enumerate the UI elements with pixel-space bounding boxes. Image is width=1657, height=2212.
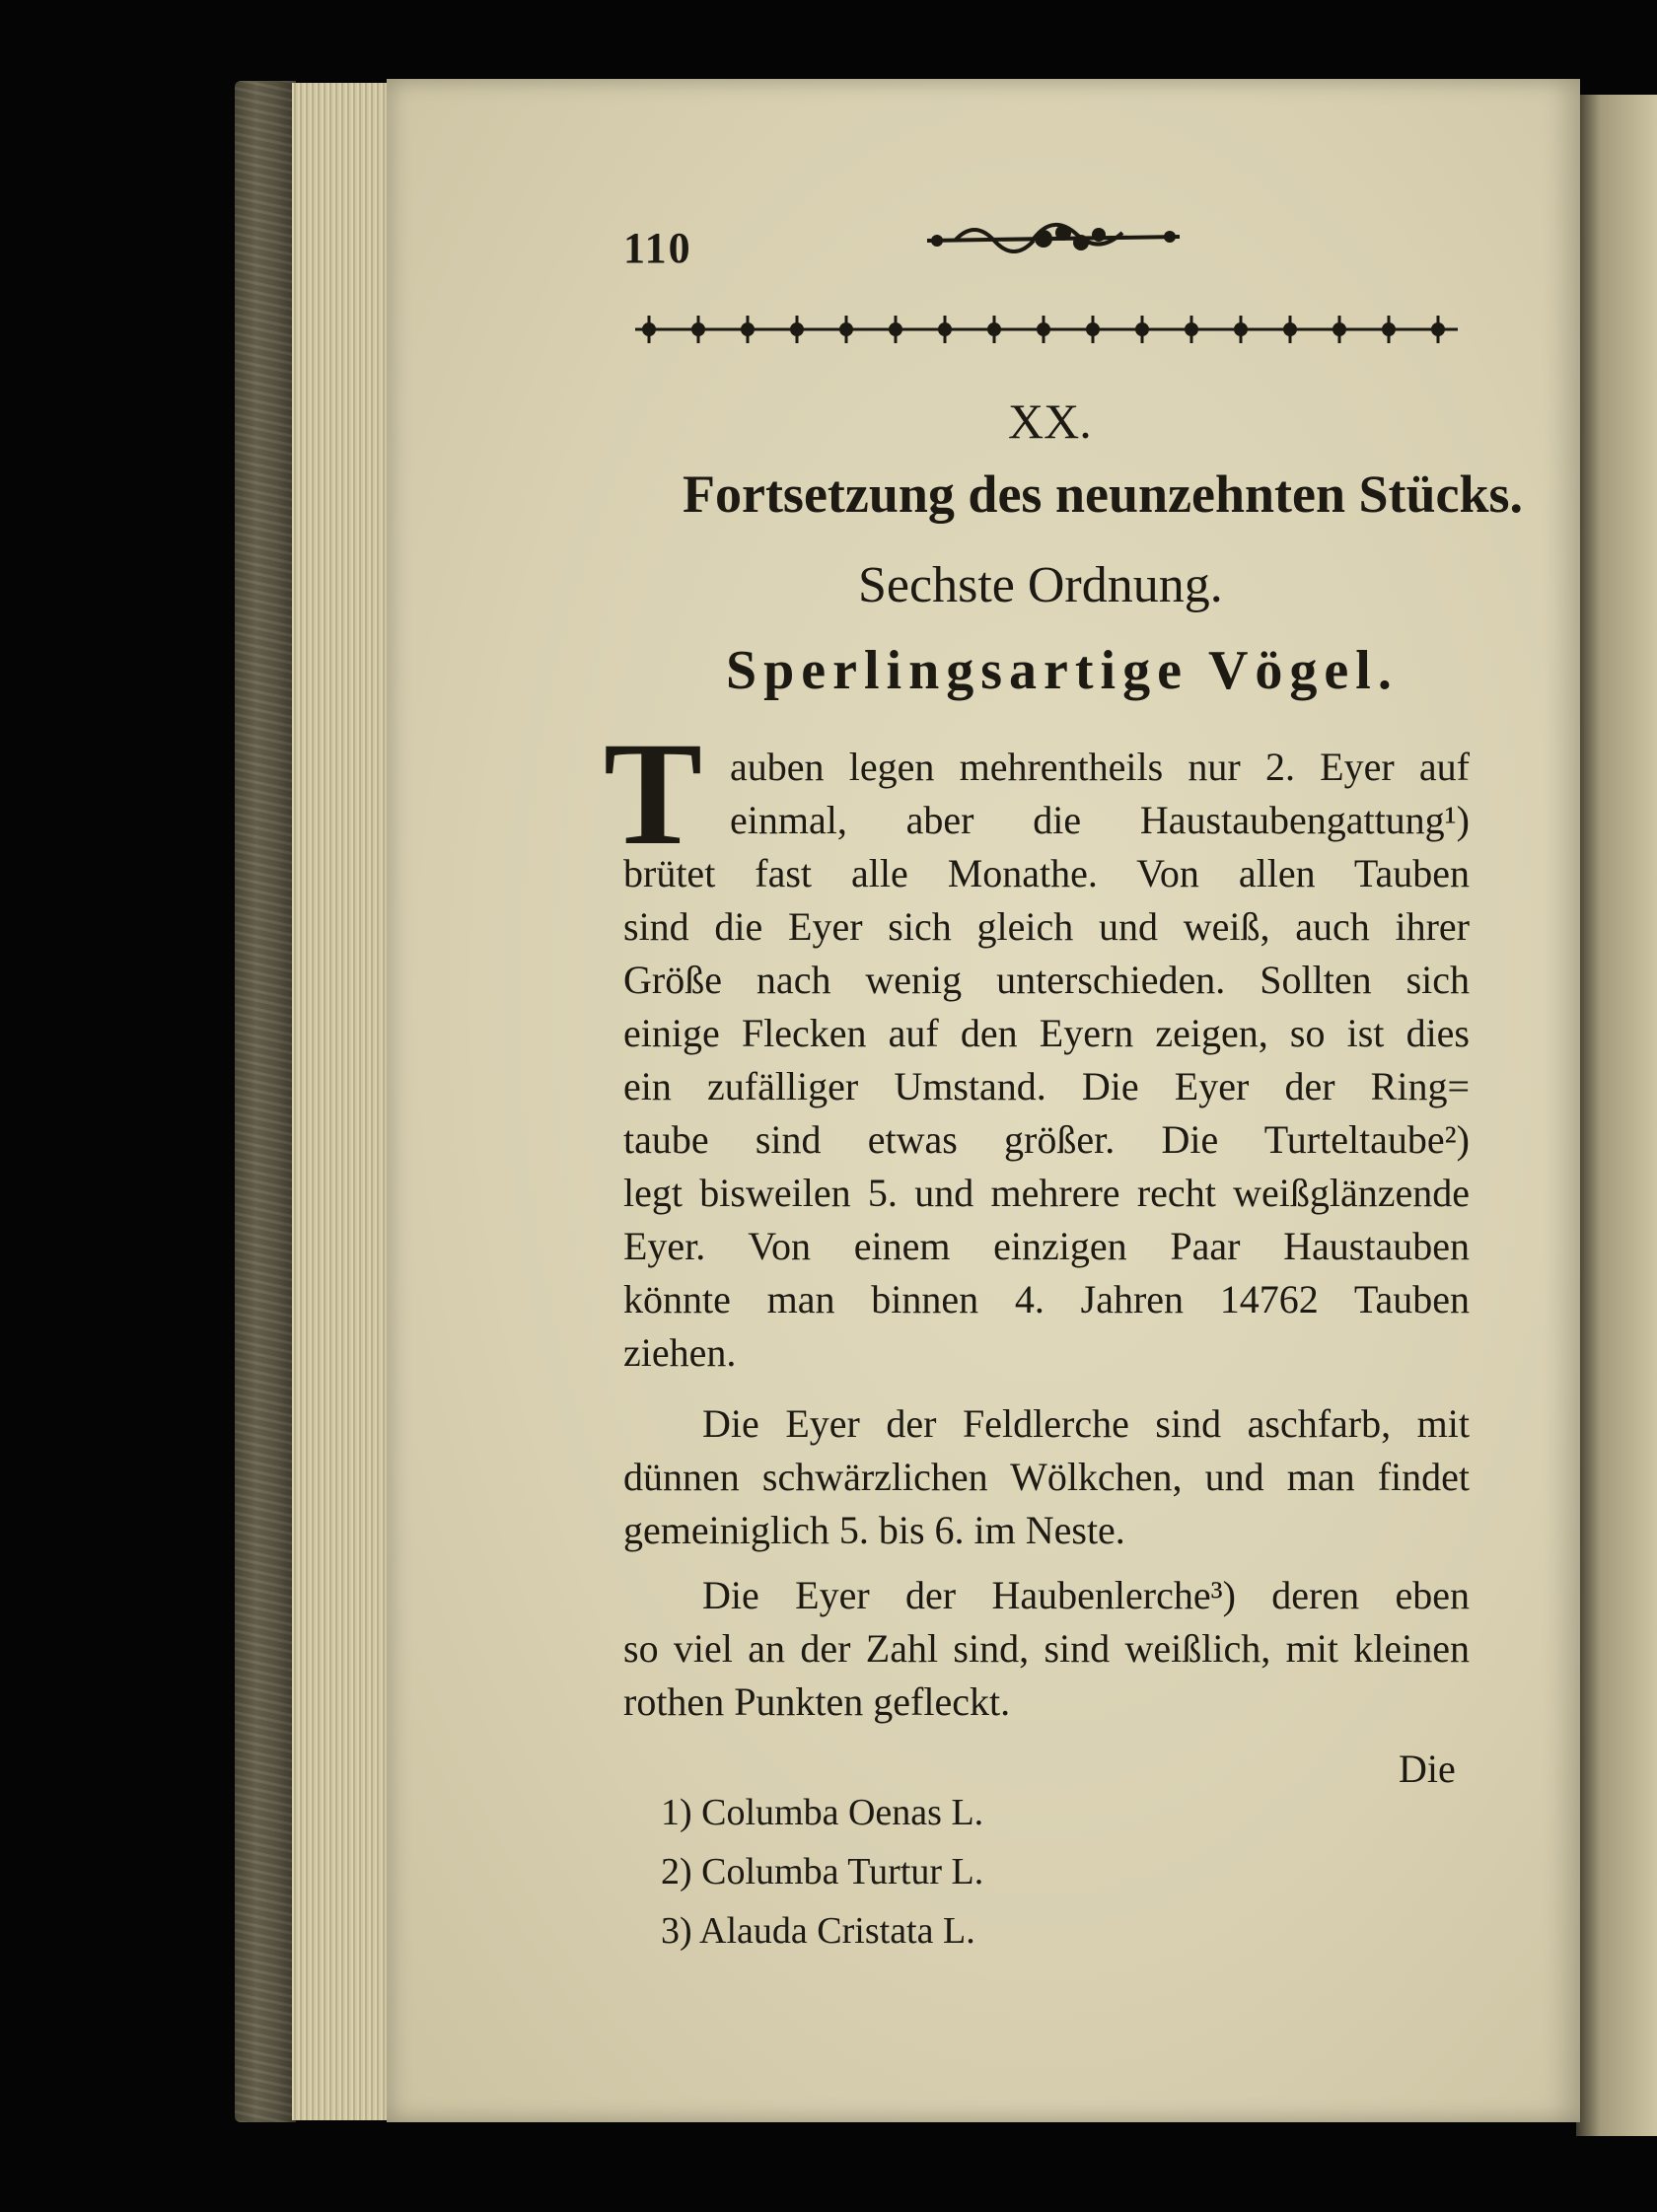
body-line: auben legen mehrentheils nur 2. Eyer auf: [730, 745, 1470, 789]
body-line: taube sind etwas größer. Die Turteltaube²): [623, 1117, 1470, 1162]
body-line: legt bisweilen 5. und mehrere recht weißglänzende: [623, 1171, 1470, 1215]
bird-group-heading: Sperlingsartige Vögel.: [726, 640, 1399, 701]
facing-page-edge: [1576, 95, 1657, 2136]
catchword: Die: [1399, 1747, 1456, 1791]
footnote: 3) Alauda Cristata L.: [661, 1910, 975, 1952]
body-line: Die Eyer der Feldlerche sind aschfarb, mit: [702, 1401, 1470, 1446]
body-line: so viel an der Zahl sind, sind weißlich, mit kleinen: [623, 1626, 1470, 1671]
body-line: Die Eyer der Haubenlerche³) deren eben: [702, 1573, 1470, 1617]
footnote: 2) Columba Turtur L.: [661, 1851, 984, 1892]
drop-cap: T: [604, 712, 703, 876]
header-ornament-icon: [915, 209, 1191, 273]
body-line: rothen Punkten gefleckt.: [623, 1679, 1011, 1724]
page-number: 110: [623, 224, 692, 272]
book-cover: [235, 81, 296, 2122]
decorative-rule-icon: [627, 308, 1466, 356]
body-line: dünnen schwärzlichen Wölkchen, und man findet: [623, 1455, 1470, 1499]
body-line: ziehen.: [623, 1330, 737, 1375]
footnote: 1) Columba Oenas L.: [661, 1792, 984, 1833]
chapter-number: XX.: [1008, 393, 1092, 449]
page-edges: [292, 83, 391, 2120]
body-line: Eyer. Von einem einzigen Paar Haustauben: [623, 1224, 1470, 1268]
body-line: könnte man binnen 4. Jahren 14762 Tauben: [623, 1277, 1470, 1321]
body-line: brütet fast alle Monathe. Von allen Tauben: [623, 851, 1470, 895]
body-line: ein zufälliger Umstand. Die Eyer der Ring=: [623, 1064, 1470, 1108]
order-heading: Sechste Ordnung.: [858, 557, 1223, 613]
body-line: einmal, aber die Haustaubengattung¹): [730, 798, 1470, 842]
chapter-title: Fortsetzung des neunzehnten Stücks.: [683, 464, 1524, 524]
body-line: Größe nach wenig unterschieden. Sollten sich: [623, 958, 1470, 1002]
body-line: sind die Eyer sich gleich und weiß, auch ihrer: [623, 904, 1470, 949]
body-line: gemeiniglich 5. bis 6. im Neste.: [623, 1508, 1125, 1552]
body-line: einige Flecken auf den Eyern zeigen, so ist dies: [623, 1011, 1470, 1055]
